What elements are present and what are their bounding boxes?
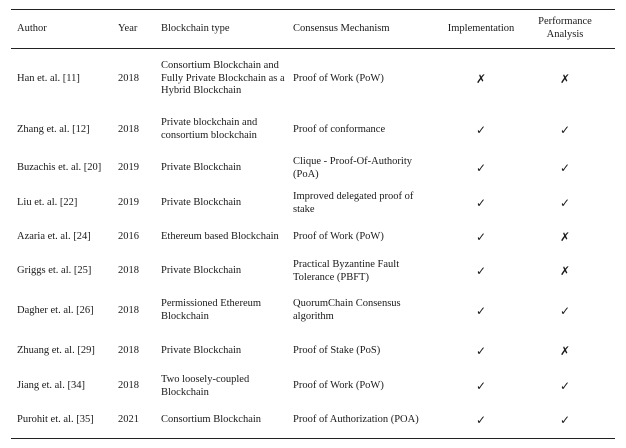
check-icon: ✓ <box>475 264 487 279</box>
top-rule <box>11 9 615 10</box>
cell-year: 2021 <box>118 414 139 426</box>
cell-consensus: QuorumChain Consensus algorithm <box>293 298 401 322</box>
check-icon: ✓ <box>475 196 487 211</box>
cell-author: Zhuang et. al. [29] <box>17 344 95 356</box>
cell-author: Purohit et. al. [35] <box>17 414 94 426</box>
header-blockchain-type: Blockchain type <box>161 22 230 34</box>
cell-author: Zhang et. al. [12] <box>17 123 90 135</box>
cell-year: 2018 <box>118 72 139 84</box>
cell-year: 2019 <box>118 197 139 209</box>
cell-consensus: Proof of Work (PoW) <box>293 231 384 243</box>
bottom-rule <box>11 438 615 439</box>
table-row <box>11 151 615 186</box>
table-row <box>11 254 615 289</box>
check-icon: ✓ <box>559 196 571 211</box>
check-icon: ✓ <box>475 413 487 428</box>
cell-year: 2018 <box>118 123 139 135</box>
cell-author: Dagher et. al. [26] <box>17 304 94 316</box>
table-row <box>11 369 615 404</box>
header-implementation: Implementation <box>447 22 515 34</box>
header-performance: Performance Analysis <box>538 16 592 40</box>
cell-year: 2018 <box>118 380 139 392</box>
cell-blockchain-type: Private blockchain and consortium blockchain <box>161 117 258 141</box>
table-row <box>11 289 615 333</box>
table-row <box>11 49 615 109</box>
cell-year: 2018 <box>118 265 139 277</box>
cell-author: Griggs et. al. [25] <box>17 265 92 277</box>
cell-author: Jiang et. al. [34] <box>17 380 85 392</box>
check-icon: ✓ <box>559 161 571 176</box>
cell-consensus: Improved delegated proof of stake <box>293 190 414 215</box>
table-row <box>11 221 615 254</box>
check-icon: ✓ <box>475 161 487 176</box>
cell-blockchain-type: Private Blockchain <box>161 344 242 356</box>
cell-author: Buzachis et. al. [20] <box>17 162 102 174</box>
cross-icon: ✗ <box>559 264 571 279</box>
cell-consensus: Proof of Authorization (POA) <box>293 414 419 426</box>
cell-author: Azaria et. al. [24] <box>17 231 91 243</box>
cell-consensus: Proof of conformance <box>293 123 386 135</box>
cell-consensus: Proof of Work (PoW) <box>293 72 384 84</box>
table-row <box>11 109 615 151</box>
header-row <box>11 11 615 47</box>
cross-icon: ✗ <box>559 343 571 358</box>
cell-blockchain-type: Two loosely-coupled Blockchain <box>161 373 250 398</box>
check-icon: ✓ <box>475 122 487 137</box>
cross-icon: ✗ <box>559 71 571 86</box>
cell-blockchain-type: Consortium Blockchain <box>161 414 262 426</box>
cell-year: 2018 <box>118 344 139 356</box>
cell-author: Han et. al. [11] <box>17 72 80 84</box>
cell-consensus: Clique - Proof-Of-Authority (PoA) <box>293 155 412 180</box>
header-consensus: Consensus Mechanism <box>293 22 390 34</box>
check-icon: ✓ <box>559 413 571 428</box>
check-icon: ✓ <box>559 303 571 318</box>
cell-blockchain-type: Private Blockchain <box>161 265 242 277</box>
cell-year: 2019 <box>118 162 139 174</box>
cell-blockchain-type: Private Blockchain <box>161 162 242 174</box>
check-icon: ✓ <box>475 303 487 318</box>
cell-year: 2018 <box>118 304 139 316</box>
cell-consensus: Proof of Stake (PoS) <box>293 344 381 356</box>
check-icon: ✓ <box>559 122 571 137</box>
cell-blockchain-type: Consortium Blockchain and Fully Private Blockchain as a Hybrid Blockchain <box>161 60 285 97</box>
header-author: Author <box>17 22 47 34</box>
check-icon: ✓ <box>475 343 487 358</box>
table-row <box>11 333 615 369</box>
cross-icon: ✗ <box>475 71 487 86</box>
cell-consensus: Proof of Work (PoW) <box>293 380 384 392</box>
cell-blockchain-type: Ethereum based Blockchain <box>161 231 279 243</box>
table-row <box>11 404 615 437</box>
cell-blockchain-type: Private Blockchain <box>161 197 242 209</box>
header-year: Year <box>118 22 138 34</box>
cell-author: Liu et. al. [22] <box>17 197 78 209</box>
check-icon: ✓ <box>475 230 487 245</box>
cell-blockchain-type: Permissioned Ethereum Blockchain <box>161 298 262 322</box>
table-row <box>11 186 615 221</box>
cell-consensus: Practical Byzantine Fault Tolerance (PBFT) <box>293 258 400 283</box>
cell-year: 2016 <box>118 231 139 243</box>
check-icon: ✓ <box>559 379 571 394</box>
cross-icon: ✗ <box>559 230 571 245</box>
check-icon: ✓ <box>475 379 487 394</box>
